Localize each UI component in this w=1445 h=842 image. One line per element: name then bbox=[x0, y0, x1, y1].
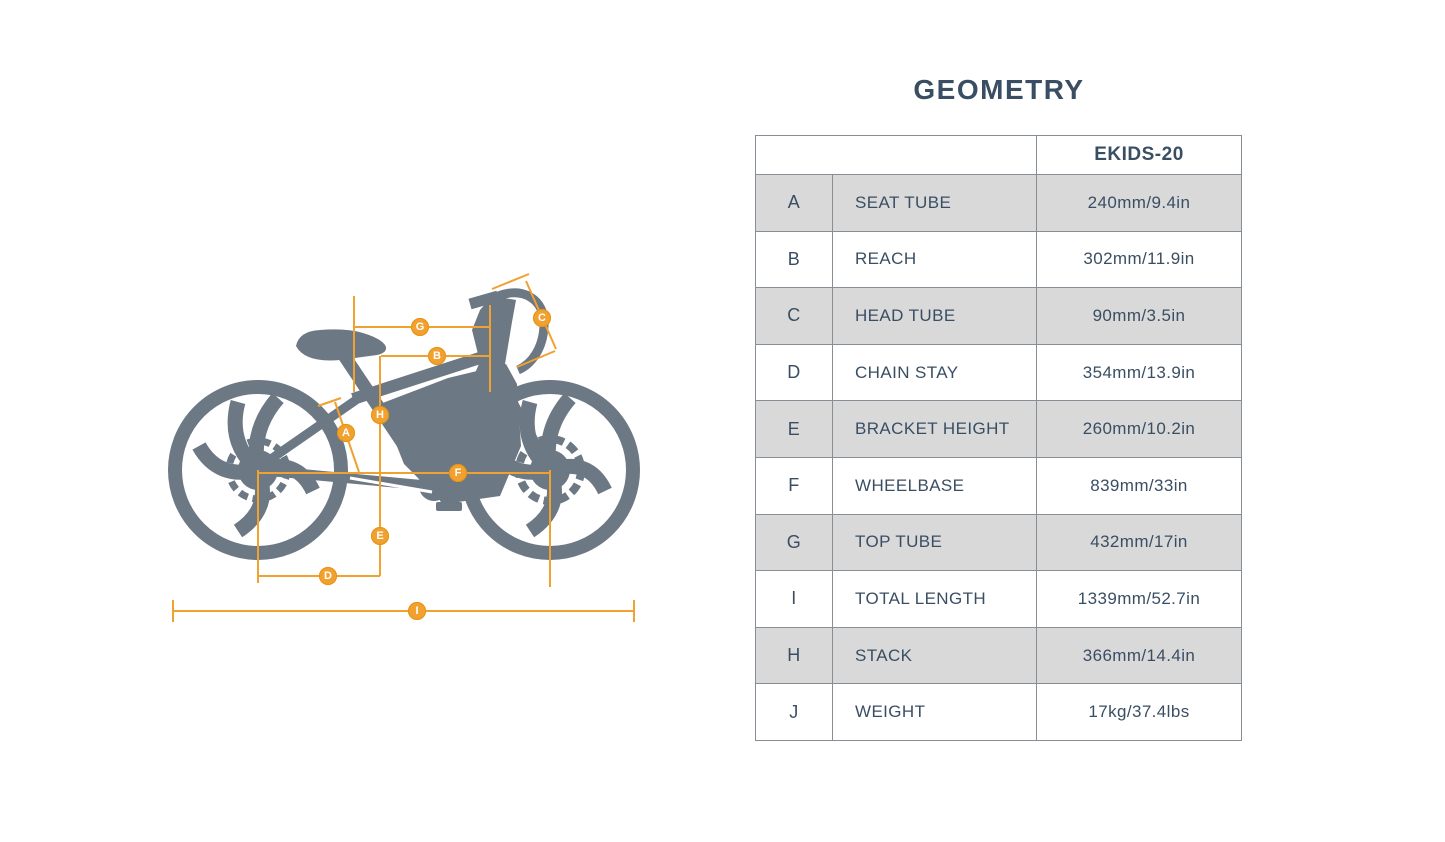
row-key: B bbox=[787, 248, 801, 269]
row-key: E bbox=[787, 418, 801, 439]
table-row bbox=[756, 627, 1241, 684]
table-row bbox=[756, 514, 1241, 571]
table-row bbox=[756, 683, 1241, 740]
row-key: G bbox=[786, 531, 802, 552]
diagram-marker-d: D bbox=[319, 567, 337, 585]
diagram-marker-i: I bbox=[408, 602, 426, 620]
bike-silhouette bbox=[175, 293, 633, 553]
row-value: 1339mm/52.7in bbox=[1036, 571, 1241, 627]
row-label: STACK bbox=[832, 628, 1036, 684]
diagram-marker-c: C bbox=[533, 309, 551, 327]
row-value: 90mm/3.5in bbox=[1036, 288, 1241, 344]
diagram-marker-b: B bbox=[428, 347, 446, 365]
table-body bbox=[756, 174, 1241, 740]
row-label: TOTAL LENGTH bbox=[832, 571, 1036, 627]
row-value: 366mm/14.4in bbox=[1036, 628, 1241, 684]
row-label: WEIGHT bbox=[832, 684, 1036, 740]
diagram-marker-h: H bbox=[371, 406, 389, 424]
row-value: 432mm/17in bbox=[1036, 515, 1241, 571]
table-header-empty bbox=[756, 136, 1036, 174]
row-label: WHEELBASE bbox=[832, 458, 1036, 514]
table-header-row bbox=[756, 136, 1241, 174]
table-row bbox=[756, 174, 1241, 231]
row-key: H bbox=[787, 645, 801, 666]
row-value: 302mm/11.9in bbox=[1036, 232, 1241, 288]
row-key: F bbox=[788, 475, 800, 496]
geometry-table bbox=[755, 135, 1242, 741]
table-header-model: EKIDS-20 bbox=[1036, 136, 1241, 174]
table-row bbox=[756, 231, 1241, 288]
row-label: REACH bbox=[832, 232, 1036, 288]
diagram-marker-a: A bbox=[337, 424, 355, 442]
bike-geometry-diagram bbox=[0, 0, 720, 842]
row-label: CHAIN STAY bbox=[832, 345, 1036, 401]
row-key: D bbox=[787, 362, 801, 383]
row-key: C bbox=[787, 305, 801, 326]
diagram-marker-e: E bbox=[371, 527, 389, 545]
row-value: 839mm/33in bbox=[1036, 458, 1241, 514]
table-row bbox=[756, 400, 1241, 457]
row-label: SEAT TUBE bbox=[832, 175, 1036, 231]
table-row bbox=[756, 287, 1241, 344]
row-label: TOP TUBE bbox=[832, 515, 1036, 571]
row-key: J bbox=[789, 701, 799, 722]
row-label: HEAD TUBE bbox=[832, 288, 1036, 344]
table-row bbox=[756, 344, 1241, 401]
row-value: 240mm/9.4in bbox=[1036, 175, 1241, 231]
diagram-marker-f: F bbox=[449, 464, 467, 482]
row-value: 17kg/37.4lbs bbox=[1036, 684, 1241, 740]
table-row bbox=[756, 570, 1241, 627]
row-key: A bbox=[787, 192, 801, 213]
row-label: BRACKET HEIGHT bbox=[832, 401, 1036, 457]
row-value: 260mm/10.2in bbox=[1036, 401, 1241, 457]
row-value: 354mm/13.9in bbox=[1036, 345, 1241, 401]
row-key: I bbox=[791, 588, 797, 609]
table-row bbox=[756, 457, 1241, 514]
diagram-marker-g: G bbox=[411, 318, 429, 336]
page-title: GEOMETRY bbox=[913, 74, 1085, 105]
